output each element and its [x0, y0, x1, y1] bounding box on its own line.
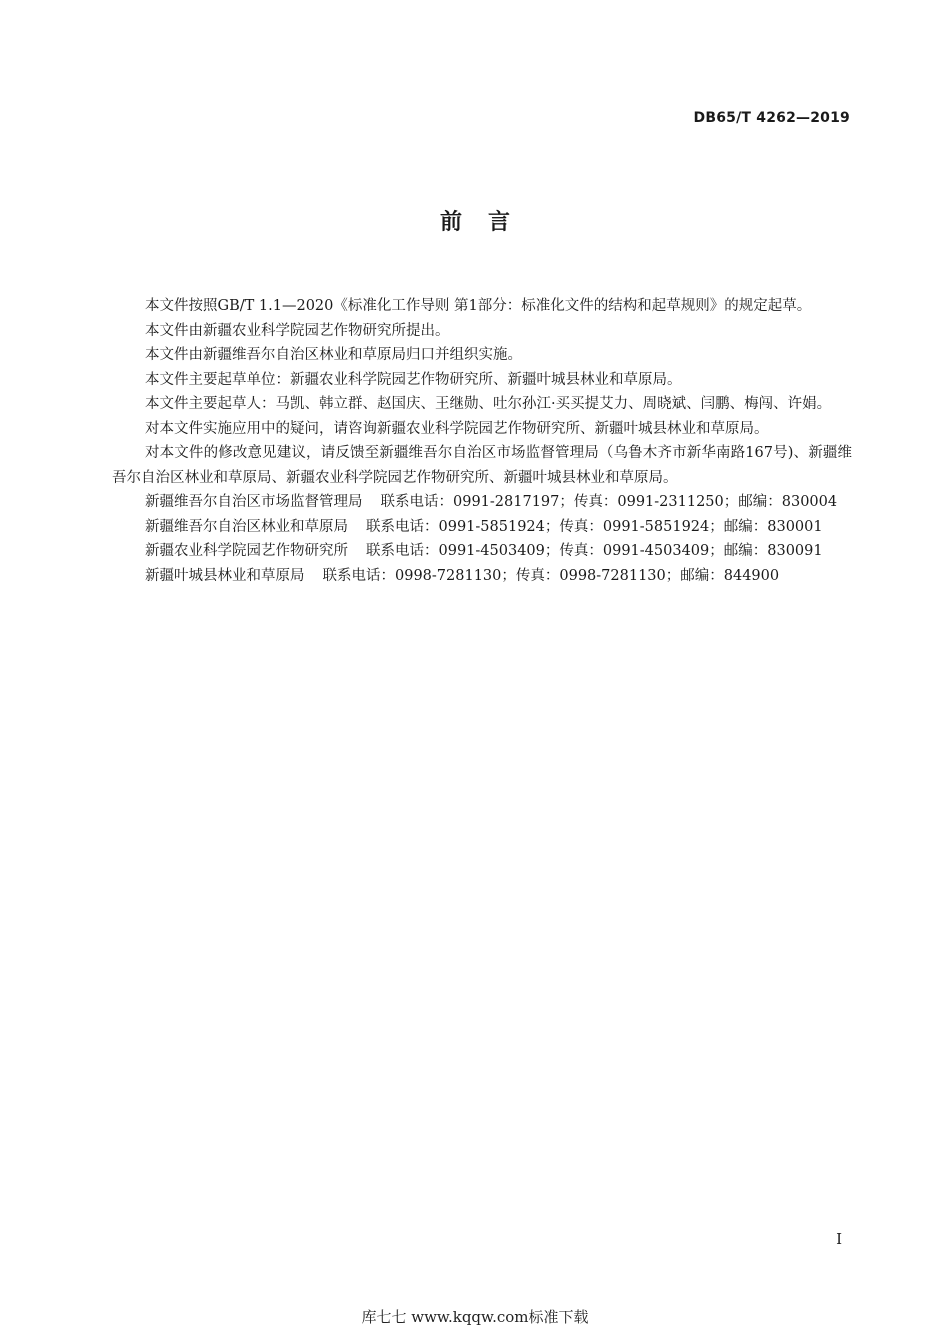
document-code: DB65/T 4262—2019: [693, 110, 850, 126]
paragraph-administrator: 本文件由新疆维吾尔自治区林业和草原局归口并组织实施。: [145, 347, 522, 363]
foreword-body: [112, 294, 852, 588]
footer-watermark: 库七七 www.kqqw.com标准下载: [361, 1308, 589, 1326]
contact-info: 联系电话：0991-4503409；传真：0991-4503409；邮编：830091: [366, 543, 823, 559]
contact-org: 新疆维吾尔自治区市场监督管理局: [145, 494, 363, 510]
contact-org: 新疆维吾尔自治区林业和草原局: [145, 518, 348, 535]
contact-line: [112, 515, 852, 540]
paragraph-inquiries: 对本文件实施应用中的疑问，请咨询新疆农业科学院园艺作物研究所、新疆叶城县林业和草原局。: [145, 420, 769, 437]
contact-line: [112, 490, 852, 515]
contact-info: 联系电话：0991-2817197；传真：0991-2311250；邮编：830004: [380, 494, 838, 510]
paragraph-feedback: 对本文件的修改意见建议，请反馈至新疆维吾尔自治区市场监督管理局（乌鲁木齐市新华南路167号)、新疆维吾尔自治区林业和草原局、新疆农业科学院园艺作物研究所、新疆叶城县林业和草原局。: [112, 445, 852, 486]
page-title: 前言: [439, 210, 536, 235]
contact-info: 联系电话：0998-7281130；传真：0998-7281130；邮编：844900: [322, 567, 780, 584]
paragraph-proposer: 本文件由新疆农业科学院园艺作物研究所提出。: [145, 322, 450, 339]
contact-line: [112, 564, 852, 589]
contact-org: 新疆农业科学院园艺作物研究所: [145, 543, 348, 559]
paragraph-drafting-units: 本文件主要起草单位：新疆农业科学院园艺作物研究所、新疆叶城县林业和草原局。: [145, 371, 682, 388]
contact-line: [112, 539, 852, 564]
paragraph-drafters: 本文件主要起草人：马凯、韩立群、赵国庆、王继勋、吐尔孙江·买买提艾力、周晓斌、闫鹏、梅闯、许娟。: [145, 396, 832, 412]
page-number: I: [836, 1230, 842, 1248]
contact-org: 新疆叶城县林业和草原局: [145, 567, 305, 584]
contact-info: 联系电话：0991-5851924；传真：0991-5851924；邮编：830001: [366, 518, 823, 535]
paragraph-drafting-rules: 本文件按照GB/T 1.1—2020《标准化工作导则 第1部分：标准化文件的结构和起草规则》的规定起草。: [145, 298, 812, 314]
